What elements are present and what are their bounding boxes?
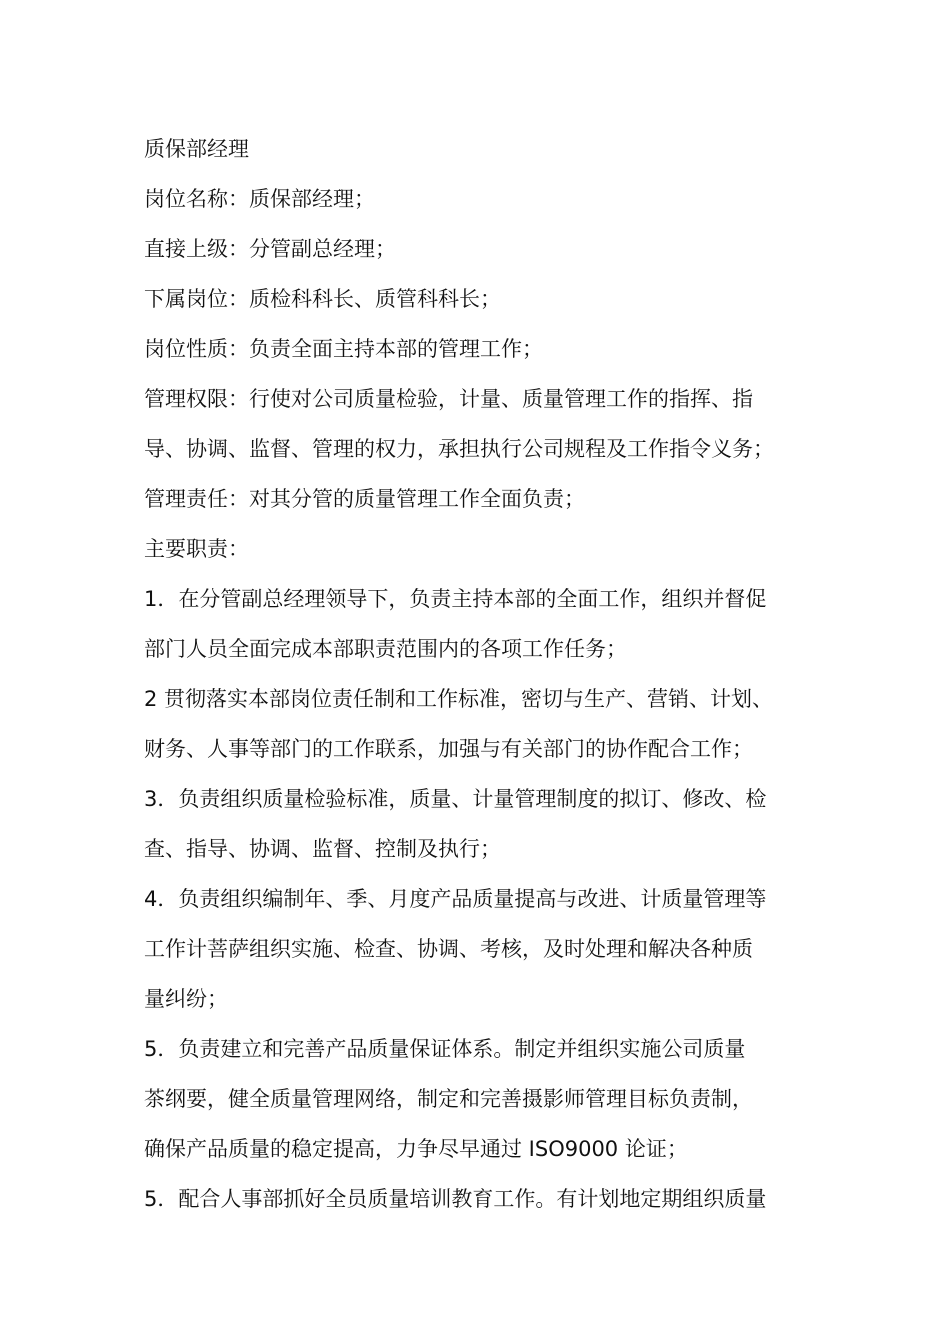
management-authority-line: 管理权限：行使对公司质量检验，计量、质量管理工作的指挥、指 xyxy=(144,387,753,411)
management-responsibility-line: 管理责任：对其分管的质量管理工作全面负责； xyxy=(144,487,585,511)
duty-item-line: 财务、人事等部门的工作联系，加强与有关部门的协作配合工作； xyxy=(144,737,753,761)
duty-item-line: 部门人员全面完成本部职责范围内的各项工作任务； xyxy=(144,637,627,661)
duty-item-line: 确保产品质量的稳定提高，力争尽早通过 ISO9000 论证； xyxy=(144,1137,688,1161)
document-body xyxy=(144,124,834,1224)
duty-item-line: 量纠纷； xyxy=(144,987,228,1011)
duty-item-line: 5．配合人事部抓好全员质量培训教育工作。有计划地定期组织质量 xyxy=(144,1187,767,1211)
subordinate-positions-line: 下属岗位：质检科科长、质管科科长； xyxy=(144,287,501,311)
duty-item-line: 5．负责建立和完善产品质量保证体系。制定并组织实施公司质量 xyxy=(144,1037,746,1061)
position-name-line: 岗位名称：质保部经理； xyxy=(144,187,375,211)
duty-item-line: 1．在分管副总经理领导下，负责主持本部的全面工作，组织并督促 xyxy=(144,587,767,611)
duty-item-line: 4．负责组织编制年、季、月度产品质量提高与改进、计质量管理等 xyxy=(144,887,767,911)
management-authority-line-cont: 导、协调、监督、管理的权力，承担执行公司规程及工作指令义务； xyxy=(144,437,774,461)
position-nature-line: 岗位性质：负责全面主持本部的管理工作； xyxy=(144,337,543,361)
duty-item-line: 工作计菩萨组织实施、检查、协调、考核，及时处理和解决各种质 xyxy=(144,937,753,961)
main-duties-heading: 主要职责： xyxy=(144,537,249,561)
duty-item-line: 3．负责组织质量检验标准，质量、计量管理制度的拟订、修改、检 xyxy=(144,787,767,811)
direct-superior-line: 直接上级：分管副总经理； xyxy=(144,237,396,261)
duty-item-line: 茶纲要，健全质量管理网络，制定和完善摄影师管理目标负责制， xyxy=(144,1087,753,1111)
document-title: 质保部经理 xyxy=(144,137,249,161)
duty-item-line: 查、指导、协调、监督、控制及执行； xyxy=(144,837,501,861)
duty-item-line: 2 贯彻落实本部岗位责任制和工作标准，密切与生产、营销、计划、 xyxy=(144,687,774,711)
